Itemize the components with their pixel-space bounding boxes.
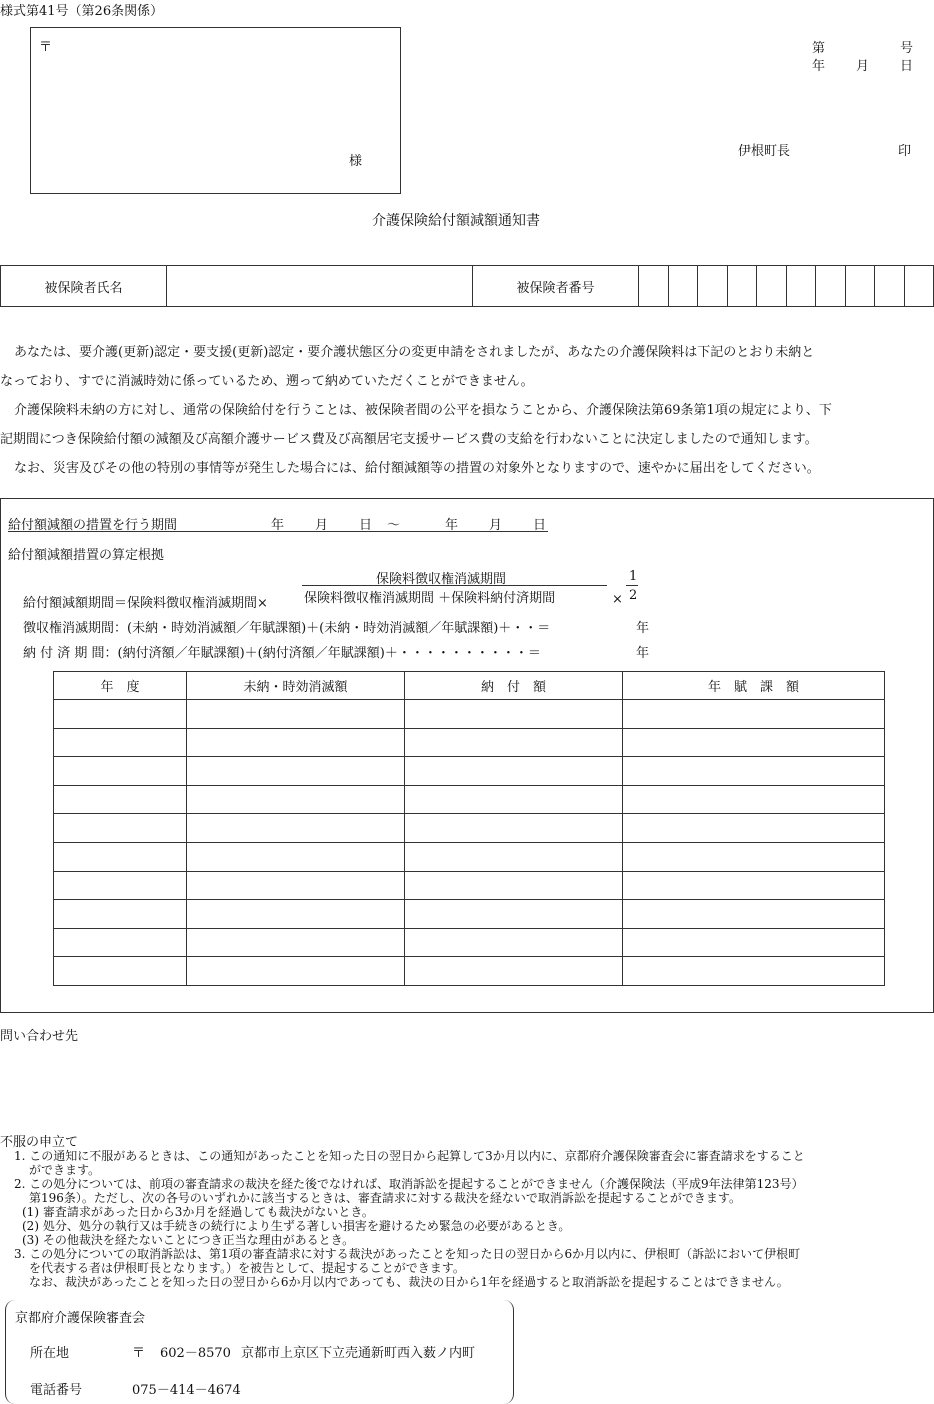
table-row: [54, 728, 885, 757]
phone-label: 電話番号: [30, 1383, 83, 1398]
postal-mark: 〒: [39, 40, 53, 55]
doc-no-suffix: 号: [900, 41, 914, 56]
cell-paid-amount: [405, 957, 623, 986]
cell-annual-assessment: [623, 757, 885, 786]
table-row: [54, 871, 885, 900]
address-label: 所在地: [30, 1346, 70, 1361]
date-year: 年: [812, 59, 826, 74]
insured-table: [0, 265, 934, 307]
review-board-name: 京都府介護保険審査会: [15, 1311, 146, 1326]
half-bar: [626, 585, 638, 586]
cell-paid-amount: [405, 871, 623, 900]
cell-paid-amount: [405, 928, 623, 957]
period-label: 給付額減額の措置を行う期間: [8, 518, 178, 533]
address-box: [30, 27, 401, 194]
formula-left: 給付額減額期間＝保険料徴収権消滅期間×: [23, 596, 268, 611]
cell-fiscal-year: [54, 871, 187, 900]
calculation-box: [0, 498, 934, 1013]
cell-fiscal-year: [54, 900, 187, 929]
seal: 印: [898, 144, 912, 159]
basis-label: 給付額減額措置の算定根拠: [8, 548, 165, 563]
appeal-sub2: (2) 処分、処分の執行又は手続きの続行により生ずる著しい損害を避けるため緊急の必要があるとき。: [22, 1219, 571, 1233]
table-row: [54, 928, 885, 957]
cell-fiscal-year: [54, 957, 187, 986]
cell-unpaid-amount: [187, 728, 405, 757]
table-row: [54, 785, 885, 814]
insured-name-label: 被保険者氏名: [1, 266, 167, 307]
body-p2b: 記期間につき保険給付額の減額及び高額介護サービス費及び高額居宅支援サービス費の支給を行わないことに決定しましたので通知します。: [0, 432, 818, 447]
cell-annual-assessment: [623, 900, 885, 929]
date-month: 月: [856, 59, 870, 74]
cell-paid-amount: [405, 700, 623, 729]
insured-number-label: 被保険者番号: [473, 266, 639, 307]
contact-label: 問い合わせ先: [0, 1029, 79, 1044]
appeal-sub3: (3) その他裁決を経たないことにつき正当な理由があるとき。: [22, 1233, 355, 1247]
insured-number-digit: [639, 266, 669, 307]
cell-unpaid-amount: [187, 814, 405, 843]
issuer: 伊根町長: [738, 144, 791, 159]
cell-fiscal-year: [54, 757, 187, 786]
table-row: [54, 842, 885, 871]
insured-number-digit: [904, 266, 934, 307]
cell-paid-amount: [405, 842, 623, 871]
formula-line1-unit: 年: [636, 621, 650, 636]
cell-fiscal-year: [54, 928, 187, 957]
bracket-right: [503, 1300, 514, 1404]
period-end-year: 年: [445, 518, 459, 533]
insured-number-digit: [757, 266, 787, 307]
fraction-bar: [302, 585, 607, 586]
review-address: 京都市上京区下立売通新町西入薮ノ内町: [241, 1346, 476, 1361]
date-day: 日: [900, 59, 914, 74]
insured-number-digit: [786, 266, 816, 307]
table-row: [54, 814, 885, 843]
cell-annual-assessment: [623, 842, 885, 871]
times-sign: ×: [612, 592, 623, 607]
addressee-suffix: 様: [349, 154, 363, 169]
appeal-item1b: ができます。: [29, 1163, 101, 1177]
cell-annual-assessment: [623, 871, 885, 900]
table-row: [54, 700, 885, 729]
cell-unpaid-amount: [187, 871, 405, 900]
appeal-item2a: 2. この処分については、前項の審査請求の裁決を経た後でなければ、取消訴訟を提起することができません（介護保険法（平成9年法律第123号）: [14, 1177, 804, 1191]
cell-annual-assessment: [623, 957, 885, 986]
table-row: [54, 957, 885, 986]
cell-annual-assessment: [623, 728, 885, 757]
cell-annual-assessment: [623, 785, 885, 814]
document-title: 介護保険給付額減額通知書: [372, 213, 540, 229]
body-text: [0, 338, 934, 483]
cell-unpaid-amount: [187, 957, 405, 986]
insured-number-digit: [875, 266, 905, 307]
insured-number-digit: [816, 266, 846, 307]
insured-name-field: [167, 266, 473, 307]
insured-number-digit: [727, 266, 757, 307]
header-paid-amount: 納 付 額: [405, 672, 623, 700]
appeal-sub1: (1) 審査請求があった日から3か月を経過しても裁決がないとき。: [22, 1205, 374, 1219]
appeal-item1a: 1. この通知に不服があるときは、この通知があったことを知った日の翌日から起算して3か月以内に、京都府介護保険審査会に審査請求をすること: [14, 1149, 805, 1163]
insured-number-digit: [845, 266, 875, 307]
formula-line2-unit: 年: [636, 646, 650, 661]
cell-paid-amount: [405, 785, 623, 814]
body-p1b: なっており、すでに消滅時効に係っているため、遡って納めていただくことができません。: [0, 374, 534, 389]
half-numerator: 1: [629, 569, 638, 584]
period-end-month: 月: [489, 518, 503, 533]
doc-no-prefix: 第: [812, 41, 826, 56]
period-tilde: ～: [387, 518, 401, 533]
appeal-item2b: 第196条）。ただし、次の各号のいずれかに該当するときは、審査請求に対する裁決を経ないで取消訴訟を提起することができます。: [29, 1191, 741, 1205]
header-annual-assessment: 年 賦 課 額: [623, 672, 885, 700]
period-underline: [8, 531, 548, 532]
cell-fiscal-year: [54, 785, 187, 814]
insured-number-digit: [698, 266, 728, 307]
cell-paid-amount: [405, 814, 623, 843]
cell-fiscal-year: [54, 728, 187, 757]
period-start-day: 日: [359, 518, 373, 533]
cell-unpaid-amount: [187, 700, 405, 729]
body-p1: あなたは、要介護(更新)認定・要支援(更新)認定・要介護状態区分の変更申請をされましたが、あなたの介護保険料は下記のとおり未納と: [14, 345, 815, 360]
amount-table: [53, 671, 885, 986]
cell-unpaid-amount: [187, 842, 405, 871]
cell-unpaid-amount: [187, 785, 405, 814]
review-postal-mark: 〒: [132, 1346, 146, 1361]
cell-paid-amount: [405, 757, 623, 786]
period-end-day: 日: [533, 518, 547, 533]
form-number: 様式第41号（第26条関係）: [0, 4, 164, 19]
body-p2: 介護保険料未納の方に対し、通常の保険給付を行うことは、被保険者間の公平を損なうことから、介護保険法第69条第1項の規定により、下: [14, 403, 832, 418]
period-start-year: 年: [271, 518, 285, 533]
cell-fiscal-year: [54, 814, 187, 843]
cell-annual-assessment: [623, 814, 885, 843]
insured-number-digit: [668, 266, 698, 307]
cell-fiscal-year: [54, 700, 187, 729]
header-fiscal-year: 年 度: [54, 672, 187, 700]
cell-fiscal-year: [54, 842, 187, 871]
table-row: [54, 900, 885, 929]
cell-unpaid-amount: [187, 928, 405, 957]
cell-unpaid-amount: [187, 900, 405, 929]
period-start-month: 月: [315, 518, 329, 533]
body-p3: なお、災害及びその他の特別の事情等が発生した場合には、給付額減額等の措置の対象外となりますので、速やかに届出をしてください。: [14, 461, 820, 476]
header-unpaid-amount: 未納・時効消滅額: [187, 672, 405, 700]
appeal-item3c: なお、裁決があったことを知った日の翌日から6か月以内であっても、裁決の日から1年を経過すると取消訴訟を提起することはできません。: [29, 1275, 789, 1289]
cell-paid-amount: [405, 728, 623, 757]
formula-line2: 納 付 済 期 間：(納付済額／年賦課額)＋(納付済額／年賦課額)＋・・・・・・・・・・＝: [23, 646, 541, 661]
appeal-item3b: を代表する者は伊根町長となります。）を被告として、提起することができます。: [29, 1261, 465, 1275]
formula-line1: 徴収権消滅期間：(未納・時効消滅額／年賦課額)＋(未納・時効消滅額／年賦課額)＋・・＝: [23, 621, 551, 636]
appeal-item3a: 3. この処分についての取消訴訟は、第1項の審査請求に対する裁決があったことを知った日の翌日から6か月以内に、伊根町（訴訟において伊根町: [14, 1247, 801, 1261]
review-postal-code: 602－8570: [160, 1346, 231, 1361]
half-denominator: 2: [629, 588, 638, 603]
cell-annual-assessment: [623, 928, 885, 957]
fraction-numerator: 保険料徴収権消滅期間: [376, 572, 507, 587]
table-row: [54, 757, 885, 786]
cell-paid-amount: [405, 900, 623, 929]
phone-number: 075－414－4674: [132, 1383, 241, 1398]
appeal-heading: 不服の申立て: [0, 1135, 79, 1150]
fraction-denominator: 保険料徴収権消滅期間 ＋保険料納付済期間: [304, 591, 556, 606]
cell-unpaid-amount: [187, 757, 405, 786]
cell-annual-assessment: [623, 700, 885, 729]
